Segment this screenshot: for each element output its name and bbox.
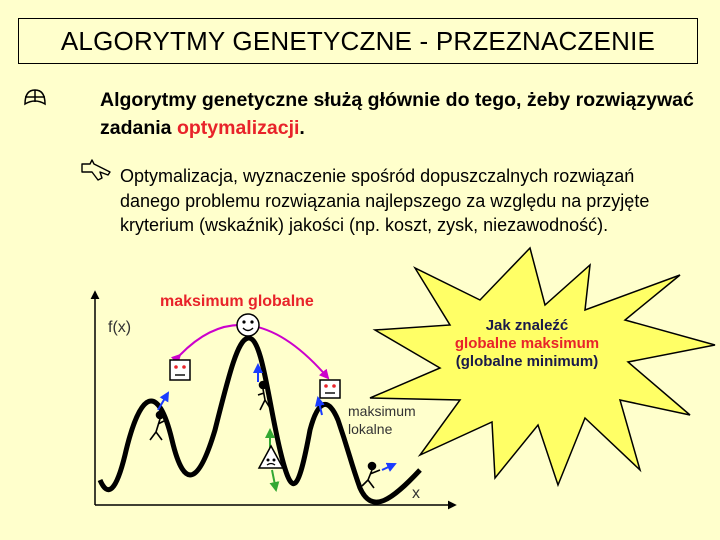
bullet-1-main: Algorytmy genetyczne służą głównie do tego, żeby rozwiązywać zadania bbox=[100, 89, 694, 139]
y-axis-label: f(x) bbox=[108, 319, 132, 336]
x-axis-label: x bbox=[412, 485, 420, 502]
square-face-icon-left bbox=[170, 360, 190, 380]
local-max-label-1: maksimum bbox=[348, 403, 416, 419]
square-face-icon-right bbox=[320, 380, 340, 398]
bullet-2-text: Optymalizacja, wyznaczenie spośród dopuszczalnych rozwiązań danego problemu rozwiązania najlepszego za względu na przyjęte kryterium (wskaźnik) jakości (np. koszt, zysk, niezawodność). bbox=[120, 166, 650, 235]
climber-icon-right bbox=[362, 463, 380, 489]
local-max-label-2: lokalne bbox=[348, 421, 393, 437]
starburst-line-2: globalne maksimum bbox=[454, 335, 600, 352]
bullet-1-highlight: optymalizacji bbox=[176, 117, 300, 139]
starburst-line-3: (globalne minimum) bbox=[455, 353, 599, 370]
starburst-line-1: Jak znaleźć bbox=[485, 317, 569, 334]
bullet-1-period: . bbox=[299, 117, 305, 139]
smiley-icon bbox=[237, 314, 259, 336]
climber-icon-left bbox=[150, 412, 166, 441]
slide-title: ALGORYTMY GENETYCZNE - PRZEZNACZENIE bbox=[60, 25, 656, 56]
green-arrow-down bbox=[272, 470, 276, 490]
blue-arrow-low bbox=[382, 464, 395, 470]
global-max-label: maksimum globalne bbox=[160, 293, 314, 310]
